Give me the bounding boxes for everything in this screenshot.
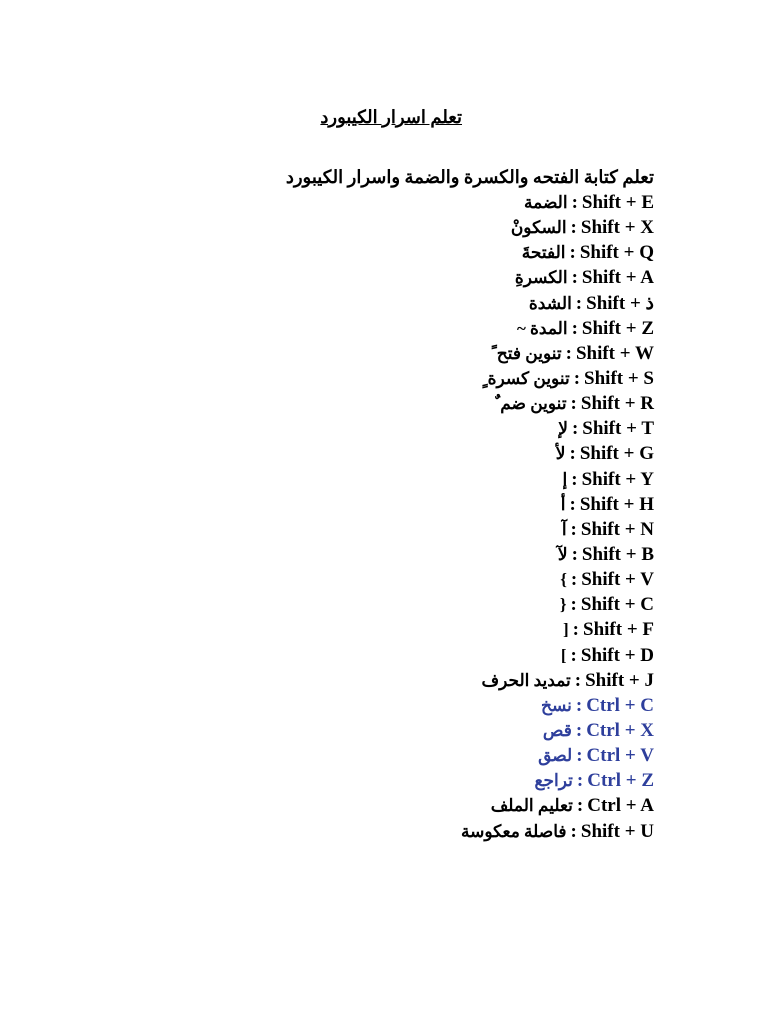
- shortcut-separator: :: [571, 468, 578, 490]
- shortcut-keys: Shift + E: [581, 192, 654, 213]
- shortcut-keys: Shift + T: [582, 418, 654, 440]
- shortcut-keys: Shift + W: [575, 342, 654, 364]
- shortcut-row: [94, 743, 654, 768]
- shortcut-row: [94, 316, 654, 341]
- shortcut-meaning: المدة ~: [516, 318, 568, 338]
- shortcut-keys: Ctrl + C: [586, 694, 654, 716]
- shortcut-keys: Ctrl + X: [586, 719, 654, 741]
- shortcut-row: [94, 819, 654, 844]
- shortcut-row: [94, 793, 654, 818]
- shortcut-row: [94, 467, 654, 492]
- shortcut-meaning: تعليم الملف: [490, 796, 573, 816]
- shortcut-keys: Shift + D: [580, 644, 654, 666]
- shortcut-keys: Shift + F: [583, 619, 654, 641]
- shortcut-list: [94, 190, 654, 844]
- shortcut-separator: :: [570, 644, 577, 666]
- shortcut-row: [94, 592, 654, 617]
- shortcut-meaning: لأ: [555, 444, 566, 464]
- document-subtitle: تعلم كتابة الفتحه والكسرة والضمة واسرار الكيبورد: [285, 167, 654, 187]
- shortcut-row: [94, 492, 654, 517]
- shortcut-meaning: الضمة: [524, 193, 568, 212]
- shortcut-meaning: الكسرةِ: [514, 268, 568, 288]
- shortcut-meaning: الفتحةَ: [521, 243, 566, 263]
- shortcut-meaning: لصق: [538, 746, 573, 766]
- document-content: [94, 163, 654, 844]
- shortcut-row: [94, 617, 654, 642]
- shortcut-separator: :: [576, 795, 584, 817]
- shortcut-meaning: آ: [561, 519, 567, 539]
- shortcut-row: [94, 517, 654, 542]
- shortcut-meaning: {: [559, 595, 567, 615]
- shortcut-separator: :: [569, 242, 576, 264]
- shortcut-separator: :: [571, 192, 578, 213]
- shortcut-keys: Shift + Z: [581, 317, 654, 339]
- shortcut-keys: Shift + B: [581, 543, 654, 565]
- shortcut-keys: Shift + X: [580, 217, 654, 239]
- shortcut-row: [94, 643, 654, 668]
- shortcut-row: [94, 215, 654, 240]
- shortcut-row: [94, 768, 654, 793]
- document-title: تعلم اسرار الكيبورد: [320, 107, 462, 127]
- shortcut-separator: :: [570, 569, 578, 591]
- shortcut-row: [94, 240, 654, 265]
- shortcut-keys: Shift + C: [580, 594, 654, 616]
- shortcut-separator: :: [569, 443, 576, 465]
- shortcut-meaning: أ: [560, 494, 566, 514]
- shortcut-row: [94, 366, 654, 391]
- shortcut-separator: :: [575, 719, 583, 741]
- shortcut-separator: :: [571, 267, 578, 289]
- shortcut-row: [94, 341, 654, 366]
- shortcut-row: [94, 265, 654, 290]
- shortcut-keys: Shift + V: [581, 569, 654, 591]
- shortcut-keys: Shift + ذ: [586, 292, 654, 314]
- shortcut-keys: Ctrl + Z: [587, 770, 654, 792]
- shortcut-separator: :: [573, 367, 581, 389]
- shortcut-keys: Shift + R: [580, 393, 654, 415]
- shortcut-meaning: تنوين ضم ٌ: [495, 394, 567, 414]
- shortcut-separator: :: [569, 493, 576, 515]
- shortcut-keys: Shift + G: [579, 443, 654, 465]
- shortcut-meaning: لآ: [557, 544, 568, 564]
- shortcut-keys: Shift + Q: [579, 242, 654, 264]
- shortcut-separator: :: [571, 543, 578, 565]
- shortcut-separator: :: [575, 292, 583, 314]
- shortcut-separator: :: [571, 418, 579, 440]
- shortcut-meaning: الشدة: [528, 293, 572, 313]
- shortcut-meaning: تنوين فتح ً: [491, 343, 562, 363]
- shortcut-meaning: إ: [562, 469, 568, 489]
- shortcut-separator: :: [570, 518, 577, 540]
- shortcut-row: [94, 441, 654, 466]
- shortcut-separator: :: [574, 669, 582, 691]
- shortcut-separator: :: [575, 694, 583, 716]
- shortcut-meaning: }: [560, 570, 567, 590]
- shortcut-separator: :: [565, 342, 572, 364]
- shortcut-separator: :: [576, 745, 583, 767]
- shortcut-meaning: تمديد الحرف: [481, 670, 571, 690]
- shortcut-row: [94, 416, 654, 441]
- shortcut-meaning: تنوين كسرة ٍ: [482, 368, 570, 388]
- shortcut-keys: Ctrl + A: [587, 795, 654, 817]
- shortcut-keys: Shift + N: [580, 518, 654, 540]
- shortcut-keys: Shift + H: [579, 493, 654, 515]
- shortcut-meaning: فاصلة معكوسة: [460, 821, 567, 841]
- shortcut-keys: Shift + Y: [581, 468, 654, 490]
- shortcut-meaning: تراجع: [534, 771, 573, 791]
- shortcut-keys: Shift + J: [585, 669, 654, 691]
- shortcut-row: [94, 542, 654, 567]
- shortcut-row: [94, 190, 654, 215]
- shortcut-separator: :: [570, 820, 577, 842]
- shortcut-meaning: نسخ: [540, 695, 572, 715]
- shortcut-meaning: قص: [542, 720, 572, 740]
- shortcut-row: [94, 718, 654, 743]
- shortcut-keys: Shift + S: [584, 367, 654, 389]
- shortcut-meaning: لإ: [558, 419, 568, 439]
- shortcut-row: [94, 567, 654, 592]
- shortcut-row: [94, 693, 654, 718]
- shortcut-row: [94, 291, 654, 316]
- shortcut-separator: :: [570, 217, 577, 239]
- shortcut-keys: Ctrl + V: [586, 745, 654, 767]
- shortcut-separator: :: [572, 619, 579, 641]
- shortcut-keys: Shift + U: [580, 820, 654, 842]
- shortcut-row: [94, 391, 654, 416]
- shortcut-separator: :: [571, 317, 578, 339]
- shortcut-separator: :: [570, 393, 577, 415]
- shortcut-meaning: السكونْ: [510, 218, 567, 238]
- shortcut-meaning: ]: [560, 645, 567, 665]
- shortcut-separator: :: [570, 594, 577, 616]
- shortcut-keys: Shift + A: [581, 267, 654, 289]
- shortcut-separator: :: [576, 770, 584, 792]
- shortcut-meaning: [: [563, 620, 569, 640]
- shortcut-row: [94, 668, 654, 693]
